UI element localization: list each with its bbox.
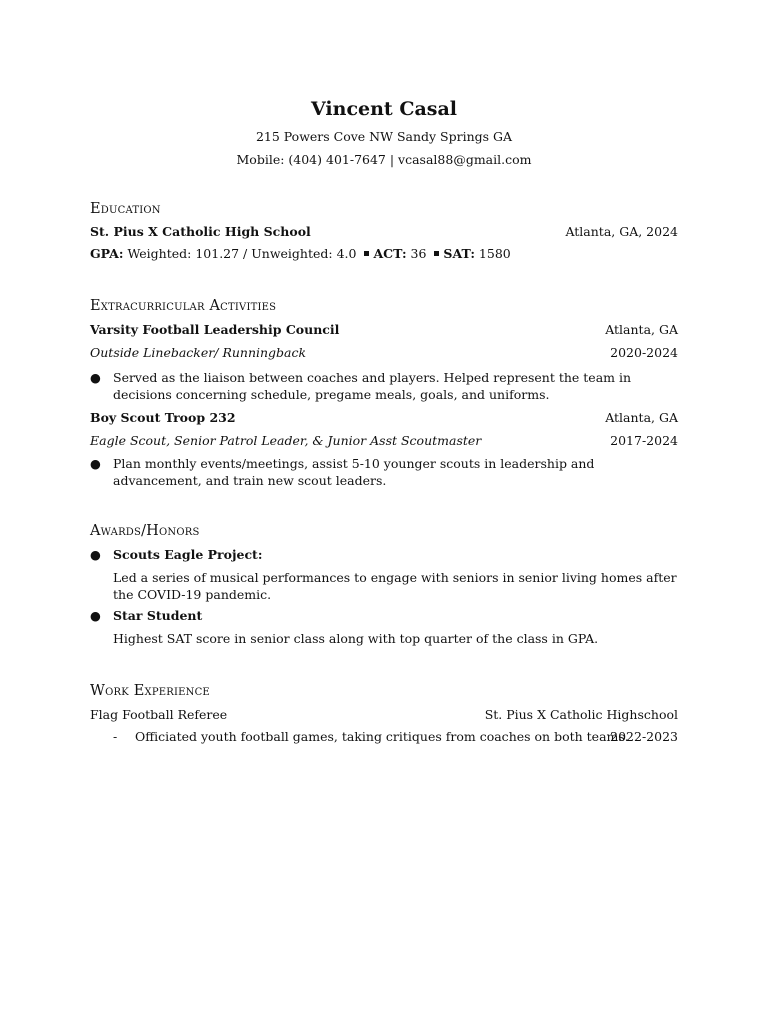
act-label: ACT: (373, 246, 407, 261)
awards-section (90, 523, 678, 647)
test-scores-row (90, 246, 678, 268)
activity-role: Outside Linebacker/ Runningback (90, 345, 307, 360)
activity-role: Eagle Scout, Senior Patrol Leader, & Junior Asst Scoutmaster (90, 433, 482, 448)
activity-bullet (90, 369, 678, 403)
work-section (90, 683, 678, 751)
job-title: Flag Football Referee (90, 707, 228, 722)
bullet-dot-icon: ● (90, 370, 101, 385)
activity-org-row (90, 322, 678, 344)
work-job-row (90, 707, 678, 729)
activity-location: Atlanta, GA (605, 322, 678, 337)
award-name: Scouts Eagle Project: (113, 547, 263, 562)
work-bullet-row (90, 729, 678, 751)
activity-org-row (90, 410, 678, 432)
school-location: Atlanta, GA, 2024 (565, 224, 678, 239)
activity-bullet (90, 455, 678, 489)
activities-section (90, 298, 678, 489)
activity-bullet-text: Served as the liaison between coaches and players. Helped represent the team in decisions concerning schedule, pregame meals, goals, and uniforms. (113, 370, 632, 402)
activity-org: Boy Scout Troop 232 (90, 410, 236, 425)
test-scores (90, 246, 511, 261)
gpa-label: GPA: (90, 246, 124, 261)
candidate-name: Vincent Casal (311, 98, 457, 120)
work-bullet-text: Officiated youth football games, taking critiques from coaches on both teams. (135, 729, 629, 744)
activity-bullet-text: Plan monthly events/meetings, assist 5-10 younger scouts in leadership and advancement, and train new scout leaders. (113, 456, 595, 488)
section-title-awards: Awards/Honors (90, 523, 200, 539)
work-dates: 2022-2023 (610, 729, 678, 744)
bullet-dot-icon: ● (90, 608, 101, 623)
award-item (90, 546, 678, 563)
activity-role-row (90, 433, 678, 455)
section-title-activities: Extracurricular Activities (90, 298, 277, 314)
award-description: Led a series of musical performances to engage with seniors in senior living homes after the COVID-19 pandemic. (113, 570, 677, 602)
award-item (90, 607, 678, 624)
award-description: Highest SAT score in senior class along with top quarter of the class in GPA. (113, 631, 599, 646)
award-name: Star Student (113, 608, 203, 623)
activity-dates: 2020-2024 (610, 345, 678, 360)
bullet-dot-icon: ● (90, 456, 101, 471)
activity-dates: 2017-2024 (610, 433, 678, 448)
section-title-work: Work Experience (90, 683, 210, 699)
activity-org: Varsity Football Leadership Council (90, 322, 340, 337)
employer: St. Pius X Catholic Highschool (484, 707, 678, 722)
gpa-value: Weighted: 101.27 / Unweighted: 4.0 (123, 246, 361, 261)
contact-line: Mobile: (404) 401-7647 | vcasal88@gmail.com (236, 152, 532, 167)
education-school-row (90, 224, 678, 246)
school-name: St. Pius X Catholic High School (90, 224, 311, 239)
act-value: 36 (406, 246, 431, 261)
separator-square-icon (364, 251, 369, 256)
separator-square-icon (434, 251, 439, 256)
bullet-dot-icon: ● (90, 547, 101, 562)
dash-marker: - (113, 729, 118, 744)
section-title-education: Education (90, 201, 161, 217)
sat-label: SAT: (443, 246, 475, 261)
activity-role-row (90, 345, 678, 367)
education-section (90, 201, 678, 268)
address: 215 Powers Cove NW Sandy Springs GA (255, 129, 513, 144)
sat-value: 1580 (474, 246, 511, 261)
activity-location: Atlanta, GA (605, 410, 678, 425)
